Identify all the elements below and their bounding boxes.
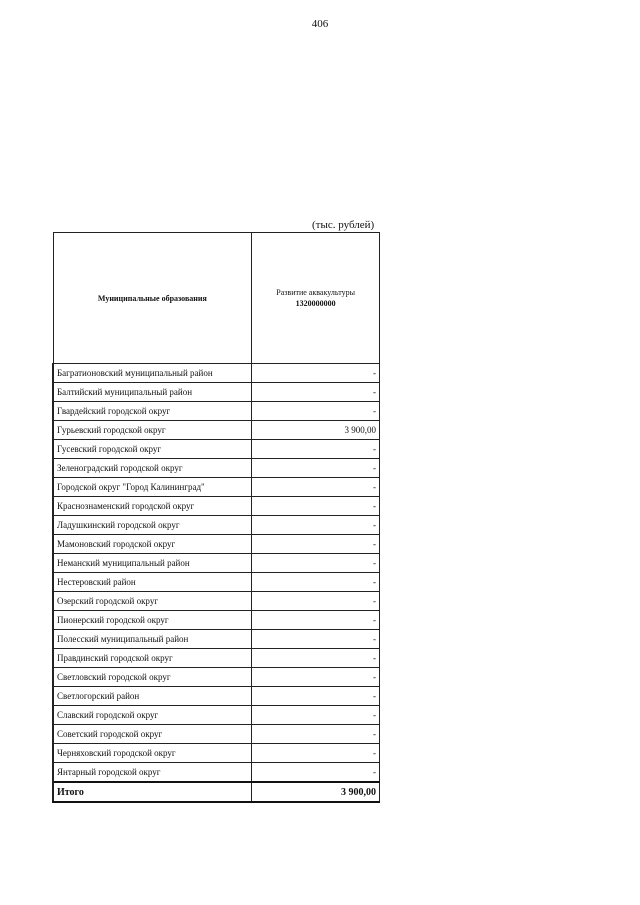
table-row (53, 592, 380, 611)
table-row (53, 383, 380, 402)
table-row (53, 573, 380, 592)
header-municipalities: Муниципальные образования (53, 233, 252, 364)
municipality-name: Городской округ "Город Калининград" (53, 478, 252, 497)
table-row (53, 459, 380, 478)
page-number: 406 (311, 18, 329, 30)
table-row (53, 725, 380, 744)
allocation-value: - (252, 630, 380, 649)
table-row (53, 440, 380, 459)
municipality-name: Гусевский городской округ (53, 440, 252, 459)
table-body (53, 364, 380, 803)
allocation-value: - (252, 535, 380, 554)
allocation-value: - (252, 364, 380, 383)
table-row (53, 364, 380, 383)
total-label: Итого (53, 782, 252, 802)
municipality-name: Гвардейский городской округ (53, 402, 252, 421)
municipality-name: Полесский муниципальный район (53, 630, 252, 649)
municipality-name: Гурьевский городской округ (53, 421, 252, 440)
table-row (53, 630, 380, 649)
municipality-name: Светлогорский район (53, 687, 252, 706)
table-row (53, 554, 380, 573)
header-aquaculture-title: Развитие аквакультуры (276, 288, 355, 297)
municipality-name: Нестеровский район (53, 573, 252, 592)
allocation-value: - (252, 516, 380, 535)
table-row (53, 402, 380, 421)
table-row (53, 706, 380, 725)
allocation-value: - (252, 573, 380, 592)
total-value: 3 900,00 (252, 782, 380, 802)
table-row (53, 497, 380, 516)
municipality-name: Озерский городской округ (53, 592, 252, 611)
table-header-row (53, 233, 380, 364)
allocation-value: - (252, 440, 380, 459)
municipality-name: Неманский муниципальный район (53, 554, 252, 573)
allocation-value: - (252, 763, 380, 783)
municipality-name: Зеленоградский городской округ (53, 459, 252, 478)
table-row (53, 744, 380, 763)
allocation-value: - (252, 459, 380, 478)
table-row (53, 535, 380, 554)
municipality-name: Черняховский городской округ (53, 744, 252, 763)
allocation-value: - (252, 478, 380, 497)
allocation-value: - (252, 706, 380, 725)
allocation-value: - (252, 497, 380, 516)
total-row (53, 782, 380, 802)
allocation-value: - (252, 725, 380, 744)
municipality-name: Балтийский муниципальный район (53, 383, 252, 402)
municipality-name: Советский городской округ (53, 725, 252, 744)
municipality-name: Багратионовский муниципальный район (53, 364, 252, 383)
allocation-value: - (252, 687, 380, 706)
municipality-name: Светловский городской округ (53, 668, 252, 687)
allocation-value: - (252, 744, 380, 763)
municipality-name: Пионерский городской округ (53, 611, 252, 630)
header-aquaculture (252, 233, 380, 364)
allocation-value: 3 900,00 (252, 421, 380, 440)
allocation-value: - (252, 402, 380, 421)
table-row (53, 649, 380, 668)
municipality-name: Правдинский городской округ (53, 649, 252, 668)
allocation-value: - (252, 668, 380, 687)
allocation-value: - (252, 592, 380, 611)
table-row (53, 516, 380, 535)
municipality-name: Краснознаменский городской округ (53, 497, 252, 516)
municipality-name: Мамоновский городской округ (53, 535, 252, 554)
table-row (53, 687, 380, 706)
municipality-name: Славский городской округ (53, 706, 252, 725)
municipality-name: Янтарный городской округ (53, 763, 252, 783)
allocation-value: - (252, 649, 380, 668)
allocation-value: - (252, 554, 380, 573)
table-row (53, 611, 380, 630)
municipality-name: Ладушкинский городской округ (53, 516, 252, 535)
table-row (53, 421, 380, 440)
header-aquaculture-code: 1320000000 (295, 299, 336, 308)
allocation-value: - (252, 383, 380, 402)
table-row (53, 478, 380, 497)
units-caption: (тыс. рублей) (312, 219, 375, 231)
table-row (53, 763, 380, 783)
allocation-value: - (252, 611, 380, 630)
table-row (53, 668, 380, 687)
allocation-table (52, 232, 380, 803)
